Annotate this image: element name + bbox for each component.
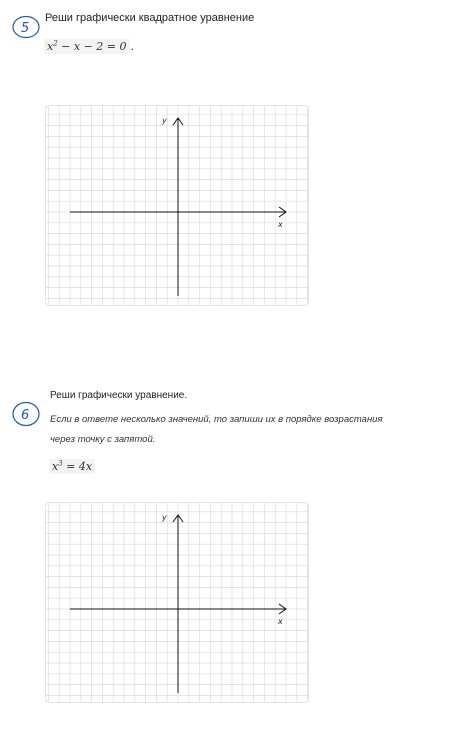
y-axis-label: y [162, 513, 167, 522]
x-axis-label: x [278, 617, 283, 626]
task-note-line-2: через точку с запятой. [50, 434, 156, 445]
coordinate-grid[interactable] [45, 502, 309, 703]
equation: $x^3 = 4x$ [49, 457, 95, 475]
task-number-circle [10, 13, 44, 41]
x-axis-label: x [278, 220, 283, 229]
task-title: Реши графически уравнение. [50, 390, 188, 401]
task-title: Реши графически квадратное уравнение [45, 12, 255, 24]
coordinate-grid[interactable] [45, 105, 309, 306]
task-note-line-1: Если в ответе несколько значений, то запиши их в порядке возрастания [50, 414, 383, 425]
task-number-circle [10, 399, 44, 429]
task-number: 6 [21, 408, 30, 423]
y-axis-label: y [162, 116, 167, 125]
task-number: 5 [21, 21, 30, 36]
equation: $x^2 - x - 2 = 0$ . [44, 37, 135, 55]
